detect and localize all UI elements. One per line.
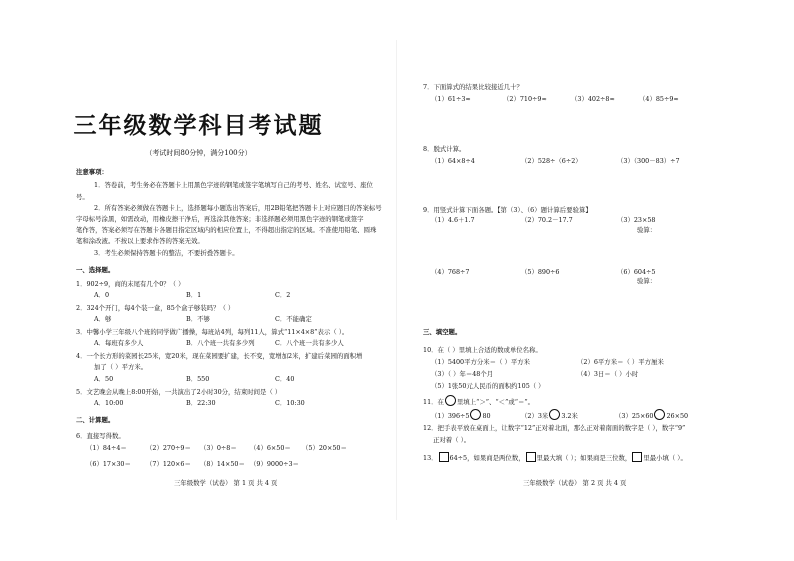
compare-right: 3.2米 [561, 412, 578, 420]
estimate-item: （2）710÷9≈ [503, 95, 547, 103]
vertical-calc-item: （2）70.2－17.7 [521, 216, 573, 224]
question-6-stem: 6．直接写得数。 [76, 432, 125, 440]
section-fill-heading: 三、填空题。 [423, 328, 462, 336]
question-10-stem: 10．在（ ）里填上合适的数或单位名称。 [423, 346, 542, 354]
fill-item: （4）3日＝（ ）小时 [577, 370, 639, 378]
circle-blank-icon [470, 409, 481, 420]
section-calc-heading: 二、计算题。 [76, 416, 115, 424]
calc-item: （4）6×50＝ [250, 444, 291, 452]
compare-right: 26×50 [666, 412, 689, 420]
option-b: B．1 [186, 291, 202, 299]
fill-item: （2）6平方米＝（ ）平方厘米 [577, 358, 664, 366]
option-c: C．2 [275, 291, 291, 299]
question-7-stem: 7．下面算式的结果比较接近几十？ [423, 83, 523, 91]
note-line: 字母标号涂黑，如需改动，用橡皮擦干净后，再选涂其他答案；非选择题必须用黑色字迹的钢笔或签字 [76, 215, 364, 223]
option-c: C．八个班一共有多少人 [275, 339, 344, 347]
notes-heading: 注意事项： [76, 168, 108, 176]
vertical-calc-item: （4）768÷7 [431, 268, 470, 276]
option-a: A．10:00 [94, 399, 124, 407]
note-line: 笔作答，答案必须写在答题卡各题目指定区域内的相应位置上，不得超出指定的区域。不准使用铅笔、圆珠 [76, 226, 377, 234]
expression-item: （2）528÷（6÷2） [521, 157, 582, 165]
compare-item [615, 409, 688, 420]
estimate-item: （4）85÷9≈ [639, 95, 679, 103]
question-13-text: 里最大填（ ）；如果商是三位数， [536, 454, 632, 462]
question-4-stem-cont: 加了（ ）平方米。 [94, 363, 148, 371]
square-blank-icon [526, 452, 536, 462]
vertical-calc-item: （1）4.6＋1.7 [431, 216, 475, 224]
calc-item: （3）0÷8＝ [200, 444, 237, 452]
question-2-stem: 2．324个开门，每4个装一盒，85个盒子够装吗？（ ） [76, 304, 235, 312]
compare-item [431, 409, 491, 420]
section-choice-heading: 一、选择题。 [76, 266, 115, 274]
question-5-stem: 5．文艺晚会从晚上8:00开始，一共演出了2小时30分，结束时间是（ ） [76, 388, 282, 396]
question-11-stem-b: 里填上“＞”、“＜”或“＝”。 [456, 398, 535, 406]
question-11-stem-a: 11．在 [423, 398, 444, 406]
option-b: B．22:30 [186, 399, 216, 407]
estimate-item: （1）61÷3≈ [431, 95, 471, 103]
question-1-stem: 1．902÷9，商的末尾有几个0？（ ） [76, 280, 185, 288]
fill-item: （3）（ ）年＝48个月 [431, 370, 494, 378]
note-line: 1．答卷前，考生务必在答题卡上用黑色字迹的钢笔或签字笔填写自己的考号、姓名、试室号、座位 [94, 181, 373, 189]
note-line: 笔和涂改液。不按以上要求作答的答案无效。 [76, 237, 204, 245]
compare-left: （1）396÷5 [431, 412, 470, 420]
calc-item: （6）17×30＝ [86, 460, 131, 468]
exam-subtitle: （考试时间80分钟，满分100分） [145, 149, 252, 157]
vertical-calc-item: （5）890÷6 [521, 268, 560, 276]
page-2 [397, 0, 794, 561]
option-a: A．50 [94, 375, 114, 383]
question-13 [423, 452, 687, 462]
square-blank-icon [439, 452, 449, 462]
fill-item: （1）5400平方分米＝（ ）平方米 [431, 358, 531, 366]
calc-item: （7）120×6＝ [146, 460, 191, 468]
question-12-line: 12．把手表平放在桌面上，让数字“12”正对着北面，那么正对着南面的数字是（ ），数字“9” [423, 424, 686, 432]
option-b: B．550 [186, 375, 210, 383]
circle-blank-icon [549, 409, 560, 420]
calc-item: （2）270÷9＝ [146, 444, 191, 452]
compare-right: 80 [482, 412, 491, 420]
check-label: 验算： [637, 226, 657, 234]
page-footer: 三年级数学（试卷） 第 1 页 共 4 页 [174, 479, 278, 487]
circle-blank-icon [445, 395, 456, 406]
vertical-calc-item: （3）23×58 [617, 216, 656, 224]
option-a: A．0 [94, 291, 110, 299]
page-footer: 三年级数学（试卷） 第 2 页 共 4 页 [523, 479, 627, 487]
question-13-text: 里最小填（ ）。 [643, 454, 687, 462]
compare-item [521, 409, 578, 420]
question-11-stem [423, 395, 534, 406]
question-8-stem: 8．脱式计算。 [423, 145, 466, 153]
question-3-stem: 3．中馨小学三年级八个班的同学做广播操，每班站4列，每列11人，算式“11×4×8”表示（ ）。 [76, 328, 349, 336]
square-blank-icon [632, 452, 642, 462]
option-a: A．每班有多少人 [94, 339, 144, 347]
estimate-item: （3）402÷8≈ [571, 95, 615, 103]
calc-item: （5）20×50＝ [302, 444, 347, 452]
option-a: A．够 [94, 315, 112, 323]
calc-item: （1）84÷4＝ [86, 444, 127, 452]
option-b: B．八个班一共有多少列 [186, 339, 255, 347]
exam-title: 三年级数学科目考试题 [73, 112, 324, 139]
option-b: B．不够 [186, 315, 210, 323]
note-line: 3．考生必须保持答题卡的整洁，不要折叠答题卡。 [94, 249, 239, 257]
note-line: 2．所有答案必须做在答题卡上，选择题每小题选出答案后，用2B铅笔把答题卡上对应题目的答案标号 [94, 204, 382, 212]
note-line: 号。 [76, 193, 89, 201]
option-c: C．40 [275, 375, 295, 383]
calc-item: （8）14×50＝ [200, 460, 245, 468]
question-13-number: 13． [423, 454, 438, 462]
circle-blank-icon [654, 409, 665, 420]
question-12-line: 正对着（ ）。 [433, 436, 471, 444]
compare-left: （3）25×60 [615, 412, 654, 420]
calc-item: （9）9000÷3＝ [250, 460, 299, 468]
option-c: C．不能确定 [275, 315, 312, 323]
option-c: C．10:30 [275, 399, 305, 407]
expression-item: （3）（300－83）÷7 [617, 157, 680, 165]
compare-left: （2）3米 [521, 412, 549, 420]
check-label: 验算： [637, 277, 657, 285]
question-13-text: 64÷5，如果商是两位数， [449, 454, 525, 462]
question-4-stem: 4．一个长方形的菜园长25米，宽20米，现在菜园要扩建，长不变，宽增加2米，扩建后菜园的面积增 [76, 352, 363, 360]
fill-item: （5）1张50元人民币的面积约105（ ） [431, 382, 545, 390]
vertical-calc-item: （6）604÷5 [617, 268, 656, 276]
expression-item: （1）64×8÷4 [431, 157, 475, 165]
question-9-stem: 9．用竖式计算下面各题。【第（3）、（6）题计算后要验算】 [423, 206, 592, 214]
